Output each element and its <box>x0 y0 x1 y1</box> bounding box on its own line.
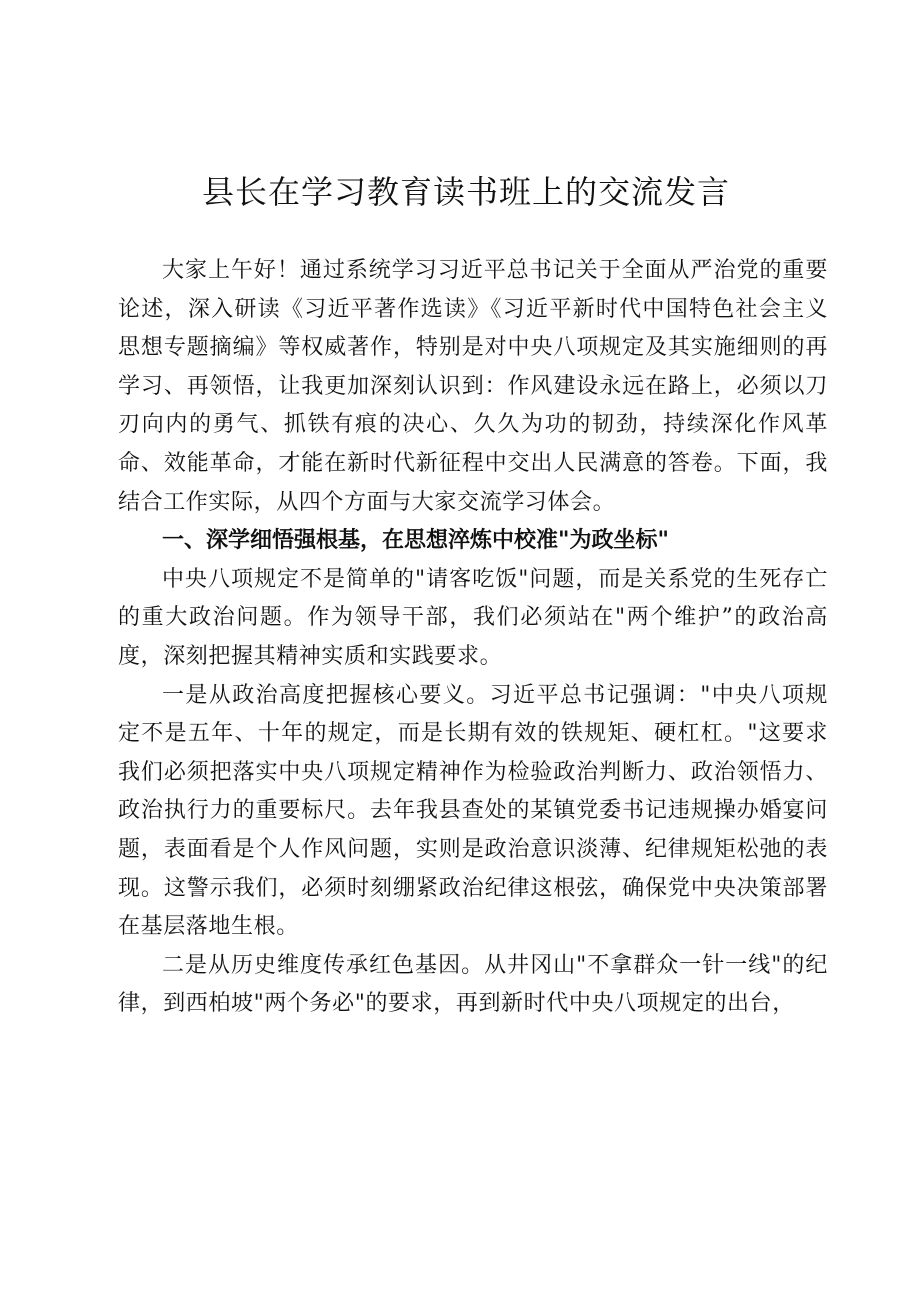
intro-paragraph: 大家上午好！通过系统学习习近平总书记关于全面从严治党的重要论述，深入研读《习近平著作选读》《习近平新时代中国特色社会主义思想专题摘编》等权威著作，特别是对中央八项规定及其实施细则的再学习、再领悟，让我更加深刻认识到：作风建设永远在路上，必须以刀刃向内的勇气、抓铁有痕的决心、久久为功的韧劲，持续深化作风革命、效能革命，才能在新时代新征程中交出人民满意的答卷。下面，我结合工作实际，从四个方面与大家交流学习体会。 <box>118 258 828 515</box>
document-title: 县长在学习教育读书班上的交流发言 <box>201 173 730 211</box>
section-1-paragraph-1: 中央八项规定不是简单的"请客吃饭"问题，而是关系党的生死存亡的重大政治问题。作为领导干部，我们必须站在"两个维护”的政治高度，深刻把握其精神实质和实践要求。 <box>118 566 828 669</box>
section-heading-1: 一、深学细悟强根基，在思想淬炼中校准"为政坐标" <box>162 528 669 554</box>
document-body <box>118 252 828 1024</box>
section-1-paragraph-2: 一是从政治高度把握核心要义。习近平总书记强调："中央八项规定不是五年、十年的规定，而是长期有效的铁规矩、硬杠杠。"这要求我们必须把落实中央八项规定精神作为检验政治判断力、政治领悟力、政治执行力的重要标尺。去年我县查处的某镇党委书记违规操办婚宴问题，表面看是个人作风问题，实则是政治意识淡薄、纪律规矩松弛的表现。这警示我们，必须时刻绷紧政治纪律这根弦，确保党中央决策部署在基层落地生根。 <box>118 682 828 940</box>
section-1-paragraph-3: 二是从历史维度传承红色基因。从井冈山"不拿群众一针一线"的纪律，到西柏坡"两个务必"的要求，再到新时代中央八项规定的出台， <box>118 952 828 1017</box>
